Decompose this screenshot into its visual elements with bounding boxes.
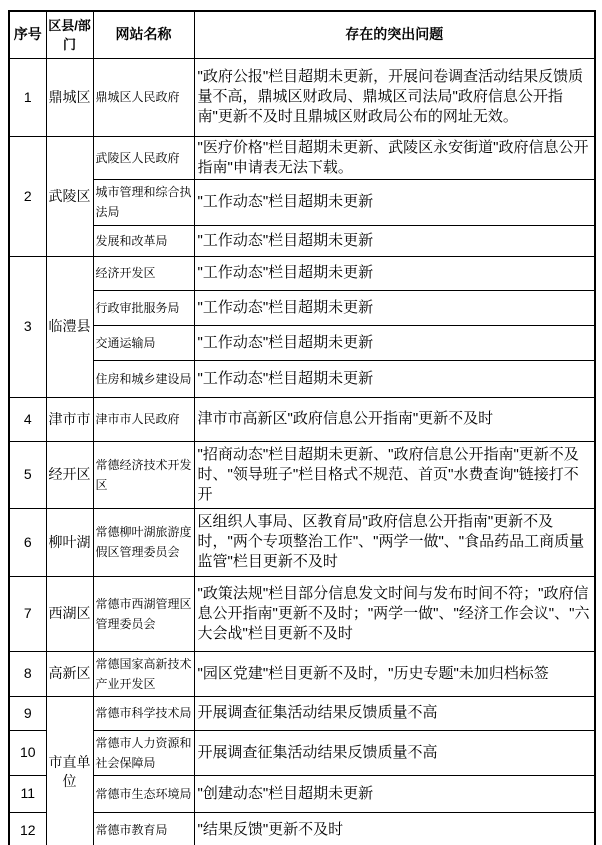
site-cell: 常德市人力资源和社会保障局 (93, 730, 194, 775)
site-cell: 常德市生态环境局 (93, 775, 194, 812)
seq-cell: 1 (9, 58, 46, 136)
seq-cell: 3 (9, 256, 46, 397)
issue-cell: "结果反馈"更新不及时 (194, 812, 595, 845)
header-district: 区县/部门 (46, 11, 93, 58)
site-cell: 常德柳叶湖旅游度假区管理委员会 (93, 508, 194, 576)
issue-cell: "创建动态"栏目超期未更新 (194, 775, 595, 812)
table-row (9, 325, 595, 360)
seq-cell: 6 (9, 508, 46, 576)
issue-cell: "工作动态"栏目超期未更新 (194, 325, 595, 360)
table-row (9, 136, 595, 179)
table-row (9, 812, 595, 845)
seq-cell: 11 (9, 775, 46, 812)
site-cell: 行政审批服务局 (93, 290, 194, 325)
issue-cell: 区组织人事局、区教育局"政府信息公开指南"更新不及时，"两个专项整治工作"、"两学一做"、"食品药品工商质量监管"栏目更新不及时 (194, 508, 595, 576)
table-row (9, 730, 595, 775)
table-row (9, 576, 595, 651)
seq-cell: 7 (9, 576, 46, 651)
seq-cell: 8 (9, 651, 46, 696)
site-cell: 发展和改革局 (93, 225, 194, 256)
issues-table (8, 10, 596, 845)
issue-cell: "工作动态"栏目超期未更新 (194, 360, 595, 397)
issue-cell: "政府公报"栏目超期未更新，开展问卷调查活动结果反馈质量不高，鼎城区财政局、鼎城区司法局"政府信息公开指南"更新不及时且鼎城区财政局公布的网址无效。 (194, 58, 595, 136)
issue-cell: 开展调查征集活动结果反馈质量不高 (194, 696, 595, 730)
issue-cell: "招商动态"栏目超期未更新、"政府信息公开指南"更新不及时、"领导班子"栏目格式不规范、首页"水费查询"链接打不开 (194, 441, 595, 508)
table-row (9, 397, 595, 441)
site-cell: 住房和城乡建设局 (93, 360, 194, 397)
site-cell: 武陵区人民政府 (93, 136, 194, 179)
site-cell: 城市管理和综合执法局 (93, 179, 194, 225)
seq-cell: 9 (9, 696, 46, 730)
issue-cell: 开展调查征集活动结果反馈质量不高 (194, 730, 595, 775)
table-row (9, 290, 595, 325)
site-cell: 津市市人民政府 (93, 397, 194, 441)
site-cell: 常德经济技术开发区 (93, 441, 194, 508)
table-header-row (9, 11, 595, 58)
district-cell: 临澧县 (46, 256, 93, 397)
district-cell: 高新区 (46, 651, 93, 696)
seq-cell: 10 (9, 730, 46, 775)
issue-cell: "工作动态"栏目超期未更新 (194, 225, 595, 256)
site-cell: 常德市科学技术局 (93, 696, 194, 730)
seq-cell: 4 (9, 397, 46, 441)
header-seq: 序号 (9, 11, 46, 58)
table-row (9, 256, 595, 290)
site-cell: 常德国家高新技术产业开发区 (93, 651, 194, 696)
site-cell: 鼎城区人民政府 (93, 58, 194, 136)
seq-cell: 12 (9, 812, 46, 845)
table-row (9, 775, 595, 812)
issue-cell: "政策法规"栏目部分信息发文时间与发布时间不符；"政府信息公开指南"更新不及时；"两学一做"、"经济工作会议"、"六大会战"栏目更新不及时 (194, 576, 595, 651)
issue-cell: "医疗价格"栏目超期未更新、武陵区永安街道"政府信息公开指南"申请表无法下载。 (194, 136, 595, 179)
seq-cell: 5 (9, 441, 46, 508)
issue-cell: "工作动态"栏目超期未更新 (194, 179, 595, 225)
district-cell: 经开区 (46, 441, 93, 508)
table-row (9, 696, 595, 730)
issue-cell: 津市市高新区"政府信息公开指南"更新不及时 (194, 397, 595, 441)
district-cell: 市直单位 (46, 696, 93, 845)
table-row (9, 508, 595, 576)
table-row (9, 360, 595, 397)
table-row (9, 225, 595, 256)
district-cell: 津市市 (46, 397, 93, 441)
table-row (9, 651, 595, 696)
issue-cell: "工作动态"栏目超期未更新 (194, 290, 595, 325)
seq-cell: 2 (9, 136, 46, 256)
district-cell: 西湖区 (46, 576, 93, 651)
table-row (9, 441, 595, 508)
header-issue: 存在的突出问题 (194, 11, 595, 58)
site-cell: 经济开发区 (93, 256, 194, 290)
district-cell: 柳叶湖 (46, 508, 93, 576)
district-cell: 鼎城区 (46, 58, 93, 136)
issue-cell: "工作动态"栏目超期未更新 (194, 256, 595, 290)
issue-cell: "园区党建"栏目更新不及时，"历史专题"未加归档标签 (194, 651, 595, 696)
site-cell: 常德市教育局 (93, 812, 194, 845)
site-cell: 常德市西湖管理区管理委员会 (93, 576, 194, 651)
table-row (9, 179, 595, 225)
header-site: 网站名称 (93, 11, 194, 58)
table-row (9, 58, 595, 136)
site-cell: 交通运输局 (93, 325, 194, 360)
district-cell: 武陵区 (46, 136, 93, 256)
